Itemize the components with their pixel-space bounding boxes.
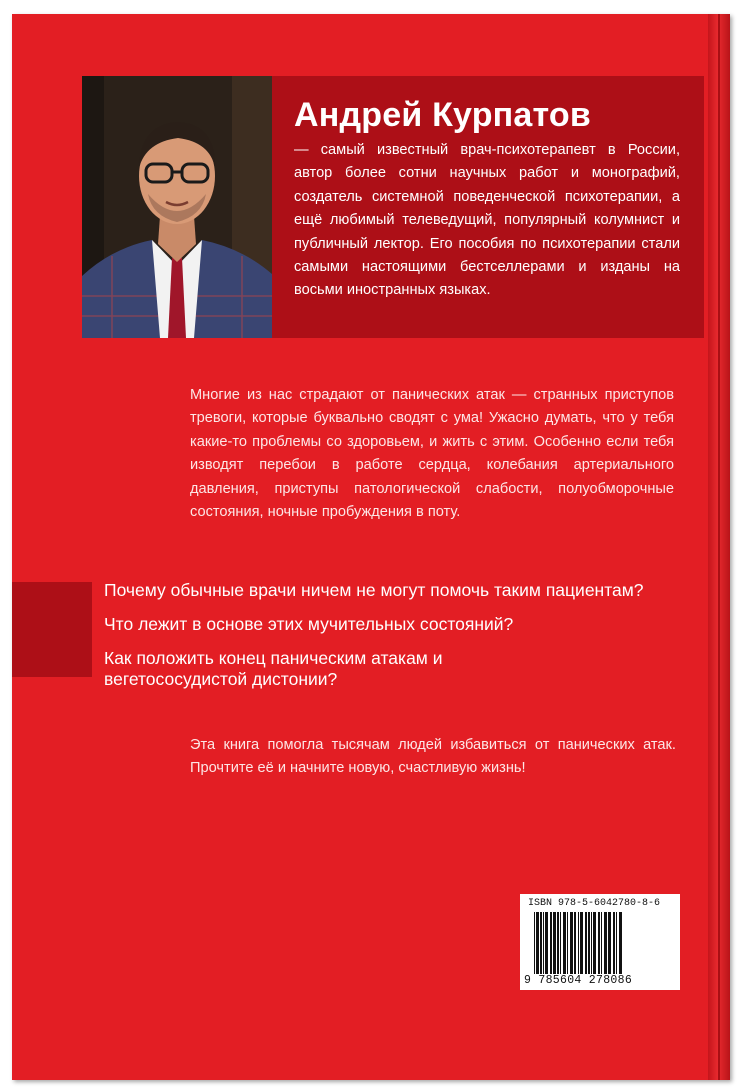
- barcode-bar: [570, 912, 573, 974]
- barcode-bar: [550, 912, 552, 974]
- author-bio-block: [294, 96, 680, 303]
- barcode-bar: [553, 912, 556, 974]
- barcode-bar: [580, 912, 583, 974]
- author-portrait-illustration: [82, 76, 272, 338]
- barcode-bar: [545, 912, 548, 974]
- barcode-bar: [585, 912, 587, 974]
- barcode-bar: [598, 912, 600, 974]
- isbn-barcode: [520, 894, 680, 990]
- barcode-bar: [608, 912, 611, 974]
- barcode-bar: [578, 912, 579, 974]
- barcode-bar: [567, 912, 568, 974]
- author-panel: [82, 76, 704, 338]
- barcode-bar: [619, 912, 622, 974]
- barcode-bar: [543, 912, 544, 974]
- question-1: Почему обычные врачи ничем не могут помочь таким пациентам?: [104, 580, 644, 600]
- barcode-bar: [588, 912, 590, 974]
- barcode-bar: [604, 912, 607, 974]
- barcode-bar: [601, 912, 602, 974]
- author-name-text: Андрей Курпатов: [294, 96, 591, 134]
- barcode-bar: [593, 912, 596, 974]
- barcode-bar: [534, 912, 535, 974]
- barcode-bar: [616, 912, 617, 974]
- barcode-bar: [536, 912, 539, 974]
- barcode-bar: [574, 912, 576, 974]
- author-bio: — самый известный врач-психотерапевт в России, автор более сотни научных работ и монографий, создатель системной поведенческой психотерапии, а ещё любимый телеведущий, популярный колумнист и публичный лектор. Его пособия по психотерапии стали самыми настоящими бестселлерами и изданы на восьми иностранных языках.: [294, 142, 680, 299]
- spine-edge: [718, 14, 720, 1080]
- barcode-bar: [557, 912, 559, 974]
- questions-accent-block: [12, 582, 92, 677]
- intro-paragraph: Многие из нас страдают от панических атак — странных приступов тревоги, которые буквально сводят с ума! Ужасно думать, что у тебя какие-то проблемы со здоровьем, и жить с этим. Особенно если тебя изводят перебои в работе сердца, колебания артериального давления, приступы патологической слабости, полуобморочные состояния, ночные пробуждения в поту.: [190, 387, 674, 521]
- book-back-cover: [12, 14, 730, 1080]
- barcode-bars: [534, 912, 668, 974]
- question-3: Как положить конец паническим атакам и вегетососудистой дистонии?: [104, 648, 443, 689]
- author-name: [294, 96, 680, 135]
- barcode-digits: 9 785604 278086: [524, 974, 633, 987]
- question-2: Что лежит в основе этих мучительных состояний?: [104, 614, 514, 634]
- outro-paragraph: Эта книга помогла тысячам людей избавиться от панических атак. Прочтите её и начните новую, счастливую жизнь!: [190, 737, 676, 777]
- barcode-bar: [560, 912, 561, 974]
- barcode-bar: [591, 912, 592, 974]
- questions-list: [104, 580, 704, 703]
- barcode-bar: [613, 912, 615, 974]
- author-photo: [82, 76, 272, 338]
- isbn-label: ISBN 978-5-6042780-8-6: [528, 898, 661, 909]
- barcode-bar: [540, 912, 542, 974]
- barcode-bar: [563, 912, 566, 974]
